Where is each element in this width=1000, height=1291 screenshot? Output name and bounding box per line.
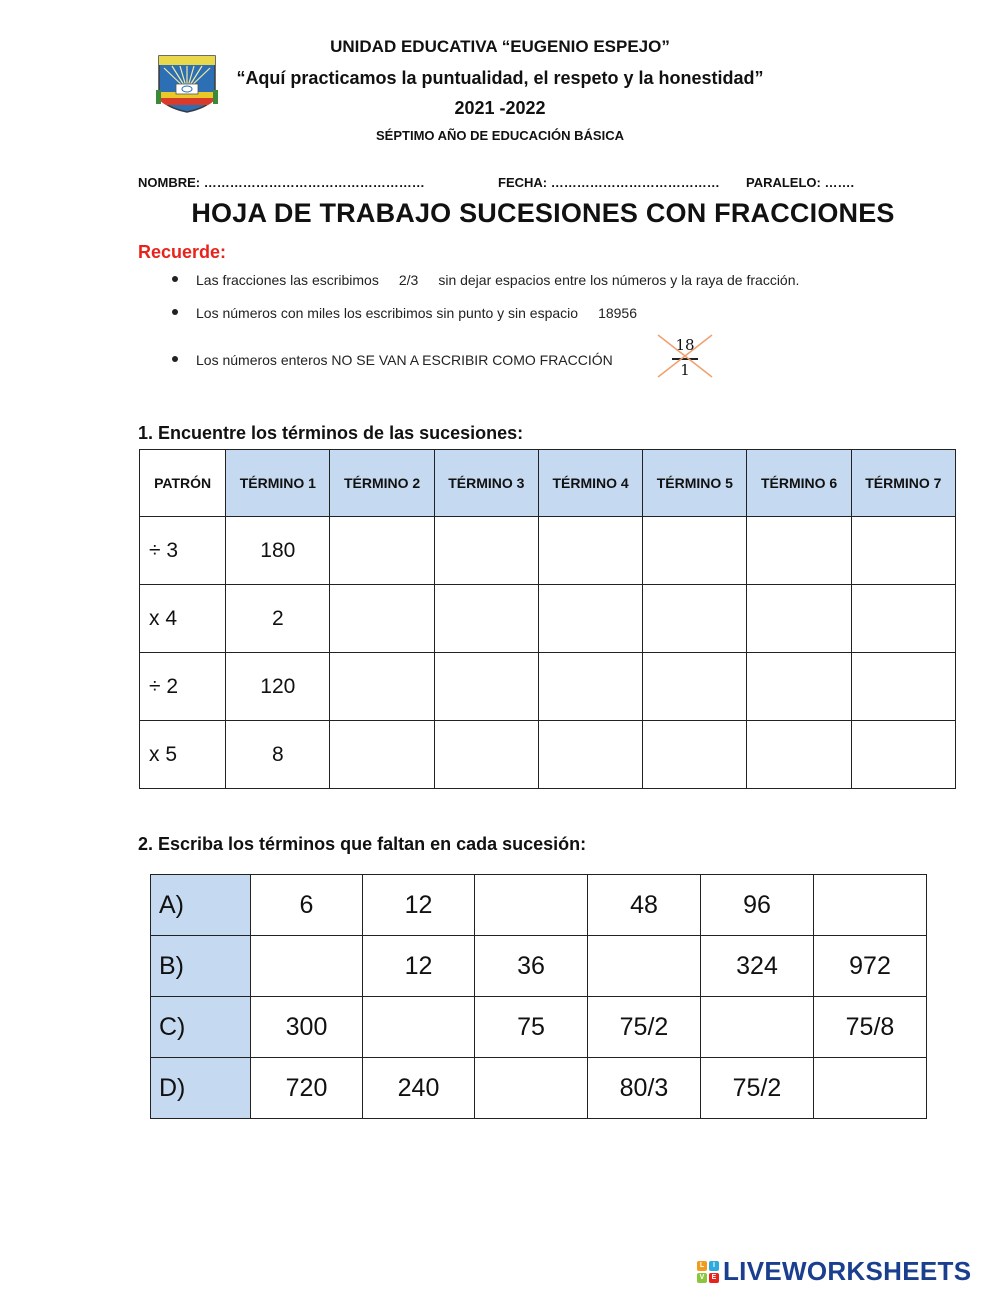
term-cell: 180: [226, 517, 330, 585]
table-row: [140, 721, 956, 789]
answer-cell[interactable]: [643, 653, 747, 721]
sequence-cell: 75: [475, 997, 588, 1058]
school-year: 2021 -2022: [454, 98, 546, 118]
sequence-cell: 96: [701, 875, 814, 936]
answer-cell[interactable]: [747, 721, 851, 789]
answer-cell[interactable]: [814, 1058, 927, 1119]
logo-letter: L: [697, 1261, 707, 1271]
answer-cell[interactable]: [434, 653, 538, 721]
sequence-cell: 240: [363, 1058, 475, 1119]
school-name: UNIDAD EDUCATIVA “EUGENIO ESPEJO”: [330, 37, 670, 56]
pattern-cell: x 4: [140, 585, 226, 653]
answer-cell[interactable]: [434, 721, 538, 789]
answer-cell[interactable]: [643, 585, 747, 653]
term-cell: 2: [226, 585, 330, 653]
col-header: TÉRMINO 1: [226, 450, 330, 517]
row-label: D): [151, 1058, 251, 1119]
sequence-cell: 324: [701, 936, 814, 997]
pattern-cell: ÷ 3: [140, 517, 226, 585]
name-field[interactable]: NOMBRE: ……………………………………………: [138, 175, 425, 190]
question-2-title: 2. Escriba los términos que faltan en cada sucesión:: [138, 834, 587, 854]
answer-cell[interactable]: [851, 721, 955, 789]
col-header: TÉRMINO 3: [434, 450, 538, 517]
row-label: B): [151, 936, 251, 997]
answer-cell[interactable]: [851, 517, 955, 585]
sequence-cell: 75/8: [814, 997, 927, 1058]
pattern-cell: ÷ 2: [140, 653, 226, 721]
logo-letter: V: [697, 1273, 707, 1283]
answer-cell[interactable]: [475, 875, 588, 936]
sequence-cell: 12: [363, 875, 475, 936]
answer-cell[interactable]: [434, 585, 538, 653]
table-row: [140, 653, 956, 721]
answer-cell[interactable]: [747, 517, 851, 585]
grade-level: SÉPTIMO AÑO DE EDUCACIÓN BÁSICA: [376, 128, 624, 143]
col-header: TÉRMINO 6: [747, 450, 851, 517]
table-row: [151, 1058, 927, 1119]
answer-cell[interactable]: [538, 517, 642, 585]
answer-cell[interactable]: [434, 517, 538, 585]
answer-cell[interactable]: [330, 721, 434, 789]
logo-letter: E: [709, 1273, 719, 1283]
liveworksheets-logo-icon: [697, 1261, 719, 1283]
table-row: [151, 997, 927, 1058]
sequence-cell: 36: [475, 936, 588, 997]
term-cell: 120: [226, 653, 330, 721]
bullet-icon: [172, 309, 178, 315]
logo-letter: I: [709, 1261, 719, 1271]
sequence-cell: 6: [251, 875, 363, 936]
col-header: PATRÓN: [140, 450, 226, 517]
answer-cell[interactable]: [814, 875, 927, 936]
rule-text: sin dejar espacios entre los números y la raya de fracción.: [438, 272, 800, 288]
col-header: TÉRMINO 2: [330, 450, 434, 517]
table-row: [151, 875, 927, 936]
remember-heading: Recuerde:: [138, 242, 227, 262]
answer-cell[interactable]: [330, 517, 434, 585]
sequence-table: [139, 449, 956, 789]
question-1-title: 1. Encuentre los términos de las sucesiones:: [138, 423, 524, 443]
answer-cell[interactable]: [643, 721, 747, 789]
answer-cell[interactable]: [588, 936, 701, 997]
fraction-numerator: 18: [675, 336, 695, 354]
answer-cell[interactable]: [538, 653, 642, 721]
answer-cell[interactable]: [330, 653, 434, 721]
date-field[interactable]: FECHA: …………………………………: [498, 175, 720, 190]
rule-thousands: [172, 305, 637, 321]
answer-cell[interactable]: [538, 585, 642, 653]
sequence-cell: 972: [814, 936, 927, 997]
table-row: [151, 936, 927, 997]
col-header: TÉRMINO 4: [538, 450, 642, 517]
sequence-cell: 720: [251, 1058, 363, 1119]
page-title: HOJA DE TRABAJO SUCESIONES CON FRACCIONES: [191, 198, 895, 228]
crossed-fraction: [654, 333, 716, 383]
fraction-example: 2/3: [398, 272, 419, 288]
bullet-icon: [172, 276, 178, 282]
table-row: [140, 585, 956, 653]
sequence-cell: 300: [251, 997, 363, 1058]
row-label: A): [151, 875, 251, 936]
answer-cell[interactable]: [747, 653, 851, 721]
rule-text: Los números enteros NO SE VAN A ESCRIBIR COMO FRACCIÓN: [196, 352, 613, 368]
answer-cell[interactable]: [851, 585, 955, 653]
missing-terms-table: [150, 874, 927, 1119]
sequence-cell: 75/2: [701, 1058, 814, 1119]
liveworksheets-brand[interactable]: [697, 1256, 971, 1287]
answer-cell[interactable]: [747, 585, 851, 653]
answer-cell[interactable]: [701, 997, 814, 1058]
answer-cell[interactable]: [851, 653, 955, 721]
number-example: 18956: [598, 305, 637, 321]
rule-text: Las fracciones las escribimos: [196, 272, 379, 288]
answer-cell[interactable]: [538, 721, 642, 789]
sequence-cell: 80/3: [588, 1058, 701, 1119]
row-label: C): [151, 997, 251, 1058]
school-motto: “Aquí practicamos la puntualidad, el respeto y la honestidad”: [236, 68, 764, 88]
rule-integers: [172, 352, 613, 368]
cross-out-icon: [654, 333, 716, 383]
bullet-icon: [172, 356, 178, 362]
col-header: TÉRMINO 7: [851, 450, 955, 517]
table-row: [140, 517, 956, 585]
answer-cell[interactable]: [251, 936, 363, 997]
answer-cell[interactable]: [475, 1058, 588, 1119]
pattern-cell: x 5: [140, 721, 226, 789]
brand-name: LIVEWORKSHEETS: [723, 1256, 972, 1286]
sequence-cell: 48: [588, 875, 701, 936]
sequence-cell: 12: [363, 936, 475, 997]
table-header-row: [140, 450, 956, 517]
answer-cell[interactable]: [643, 517, 747, 585]
rule-text: Los números con miles los escribimos sin punto y sin espacio: [196, 305, 579, 321]
sequence-cell: 75/2: [588, 997, 701, 1058]
col-header: TÉRMINO 5: [643, 450, 747, 517]
answer-cell[interactable]: [330, 585, 434, 653]
term-cell: 8: [226, 721, 330, 789]
parallel-field[interactable]: PARALELO: …….: [746, 175, 855, 190]
answer-cell[interactable]: [363, 997, 475, 1058]
rule-fractions: [172, 272, 799, 288]
fraction-denominator: 1: [680, 361, 690, 379]
